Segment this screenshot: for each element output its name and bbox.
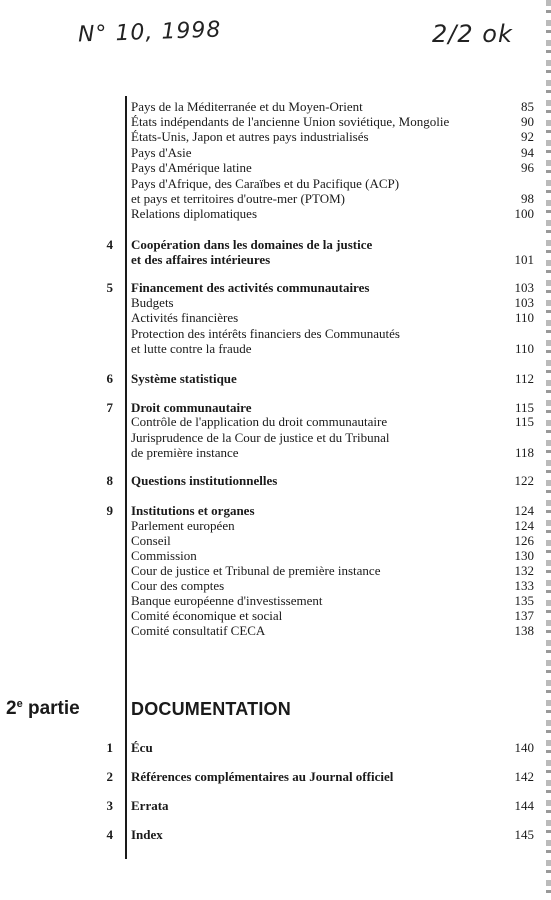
- toc-entry-title: États indépendants de l'ancienne Union soviétique, Mongolie: [131, 114, 450, 129]
- toc-entry-page: 94: [521, 145, 534, 160]
- toc-entry-title: Conseil: [131, 533, 171, 548]
- toc-entry-title: Comité consultatif CECA: [131, 623, 266, 638]
- toc-entry-title: Jurisprudence de la Cour de justice et du Tribunal: [131, 430, 390, 445]
- chapter-number: 2: [106, 769, 113, 784]
- part-ordinal-suffix: e: [16, 698, 23, 710]
- toc-entry-title: et pays et territoires d'outre-mer (PTOM): [131, 191, 346, 206]
- toc-entry-page: 96: [521, 160, 534, 175]
- toc-entry-title: Parlement européen: [131, 518, 235, 533]
- toc-entry-page: 115: [514, 414, 534, 429]
- handwritten-issue-note: N° 10, 1998: [77, 17, 222, 48]
- toc-entry-title: Banque européenne d'investissement: [131, 593, 323, 608]
- chapter-number: 3: [106, 798, 113, 813]
- toc-entry-page: 110: [514, 310, 534, 325]
- chapter-number: 4: [106, 237, 113, 252]
- toc-entry-title: Cour de justice et Tribunal de première instance: [131, 563, 381, 578]
- toc-entry-page: 90: [521, 114, 534, 129]
- chapter-page: 112: [514, 371, 534, 386]
- toc-entry-title: Pays d'Afrique, des Caraïbes et du Pacifique (ACP): [131, 176, 400, 191]
- chapter-number: 5: [106, 280, 113, 295]
- toc-entry-page: 92: [521, 129, 534, 144]
- toc-entry-page: 110: [514, 341, 534, 356]
- toc-entry-page: 124: [514, 518, 534, 533]
- toc-entry-title: Pays de la Méditerranée et du Moyen-Orient: [131, 99, 363, 114]
- toc-entry-page: 138: [514, 623, 534, 638]
- toc-entry-title: Activités financières: [131, 310, 239, 325]
- chapter-page: 124: [514, 503, 534, 518]
- toc-entry-page: 130: [514, 548, 534, 563]
- chapter-page: 115: [514, 400, 534, 415]
- toc-vertical-rule: [125, 96, 127, 859]
- chapter-title: Questions institutionnelles: [131, 473, 278, 488]
- toc-entry-page: 85: [521, 99, 534, 114]
- chapter-title: Errata: [131, 798, 169, 813]
- toc-entry-title: États-Unis, Japon et autres pays industrialisés: [131, 129, 369, 144]
- chapter-page: 122: [514, 473, 534, 488]
- toc-entry-page: 118: [514, 445, 534, 460]
- chapter-page: 103: [514, 280, 534, 295]
- chapter-page: 144: [514, 798, 534, 813]
- toc-entry-page: 100: [514, 206, 534, 221]
- chapter-title: Institutions et organes: [131, 503, 255, 518]
- part-number: 2: [6, 698, 17, 719]
- chapter-number: 8: [106, 473, 113, 488]
- toc-entry-page: 132: [514, 563, 534, 578]
- chapter-number: 7: [106, 400, 113, 415]
- toc-entry-title: Protection des intérêts financiers des Communautés: [131, 326, 400, 341]
- chapter-title: Droit communautaire: [131, 400, 252, 415]
- handwritten-check-note: 2/2 ok: [432, 20, 513, 48]
- chapter-number: 6: [106, 371, 113, 386]
- chapter-title: Coopération dans les domaines de la justice: [131, 237, 373, 252]
- toc-entry-page: 98: [521, 191, 534, 206]
- scan-edge: [546, 0, 551, 900]
- chapter-page: 101: [514, 252, 534, 267]
- toc-entry-title: Relations diplomatiques: [131, 206, 258, 221]
- chapter-title-cont: et des affaires intérieures: [131, 252, 271, 267]
- chapter-title: Financement des activités communautaires: [131, 280, 370, 295]
- toc-entry-title: Pays d'Amérique latine: [131, 160, 252, 175]
- chapter-number: 9: [106, 503, 113, 518]
- chapter-page: 145: [514, 827, 534, 842]
- toc-entry-page: 135: [514, 593, 534, 608]
- toc-entry-title: Budgets: [131, 295, 174, 310]
- chapter-title: Index: [131, 827, 163, 842]
- toc-entry-title: Cour des comptes: [131, 578, 225, 593]
- toc-entry-title: de première instance: [131, 445, 239, 460]
- part-label: [6, 698, 80, 720]
- toc-entry-title: Contrôle de l'application du droit communautaire: [131, 414, 388, 429]
- chapter-title: Écu: [131, 740, 153, 755]
- toc-entry-page: 103: [514, 295, 534, 310]
- part-title: DOCUMENTATION: [131, 699, 291, 719]
- chapter-title: Références complémentaires au Journal officiel: [131, 769, 394, 784]
- part-word: partie: [22, 698, 80, 719]
- chapter-number: 1: [106, 740, 113, 755]
- chapter-page: 140: [514, 740, 534, 755]
- chapter-page: 142: [514, 769, 534, 784]
- chapter-title: Système statistique: [131, 371, 237, 386]
- toc-entry-page: 137: [514, 608, 534, 623]
- toc-entry-title: Comité économique et social: [131, 608, 283, 623]
- toc-entry-page: 126: [514, 533, 534, 548]
- toc-entry-title: et lutte contre la fraude: [131, 341, 252, 356]
- toc-entry-page: 133: [514, 578, 534, 593]
- toc-entry-title: Pays d'Asie: [131, 145, 192, 160]
- chapter-number: 4: [106, 827, 113, 842]
- toc-entry-title: Commission: [131, 548, 197, 563]
